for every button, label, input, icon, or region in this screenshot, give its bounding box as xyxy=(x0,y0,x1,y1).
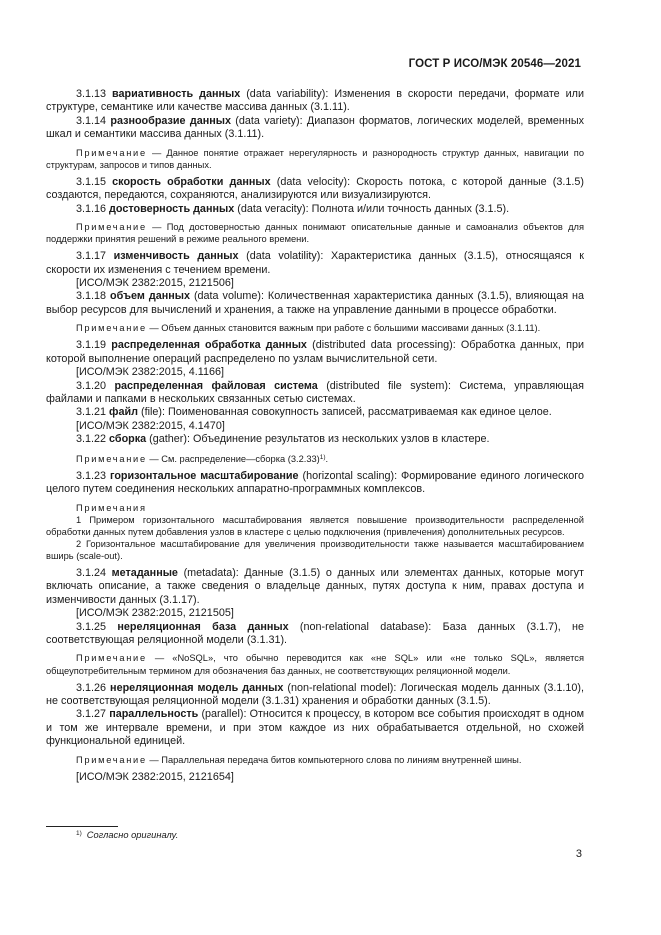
note-3-1-23-1: 1 Примером горизонтального масштабирования является повышение производительности распределенной обработки данных путем добавления узлов в кластере с целью подключения (привлечения) дополнительных ресурсов. xyxy=(46,514,584,537)
note-3-1-25: Примечание — «NoSQL», что обычно переводится как «не SQL» или «не только SQL», является общеупотребительным термином для обозначения баз данных, не соответствующих реляционной модели. xyxy=(46,653,584,676)
ref-3-1-21: [ИСО/МЭК 2382:2015, 4.1470] xyxy=(76,419,225,432)
entry-3-1-23: 3.1.23 горизонтальное масштабирование (horizontal scaling): Формирование единого логического целого путем соединения нескольких аппаратно-программных комплексов. xyxy=(46,469,584,496)
ref-3-1-17: [ИСО/МЭК 2382:2015, 2121506] xyxy=(76,277,234,290)
footnote-divider xyxy=(46,826,118,827)
entry-3-1-25: 3.1.25 нереляционная база данных (non-relational database): База данных (3.1.7), не соответствующая реляционной модели (3.1.31). xyxy=(46,620,584,646)
note-3-1-22: Примечание — См. распределение—сборка $(3.2.33)^{1)}$. xyxy=(76,453,329,464)
notes-heading-3-1-23: Примечания xyxy=(76,502,147,513)
note-3-1-16: Примечание — Под достоверностью данных понимают описательные данные и самоанализ объектов для поддержки принятия решений в режиме реального времени. xyxy=(46,222,584,245)
entry-3-1-21: 3.1.21 файл (file): Поименованная совокупность записей, рассматриваемая как единое целое. xyxy=(76,406,552,419)
ref-3-1-19: [ИСО/МЭК 2382:2015, 4.1166] xyxy=(76,366,225,379)
ref-3-1-24: [ИСО/МЭК 2382:2015, 2121505] xyxy=(76,607,234,620)
entry-3-1-18: 3.1.18 объем данных (data volume): Количественная характеристика данных (3.1.5), влияющая на выбор ресурсов для вычислений и хранения, а также на управление данными в процессе обработки. xyxy=(46,290,584,316)
note-3-1-23-2: 2 Горизонтальное масштабирование для увеличения производительности также называется масштабированием вширь (scale-out). xyxy=(46,538,584,561)
entry-3-1-26: 3.1.26 нереляционная модель данных (non-relational model): Логическая модель данных (3.1.10), не соответствующая реляционной модели (3.1.31) хранения и обработки данных (3.1.5). xyxy=(46,681,585,707)
footnote xyxy=(76,830,178,840)
entry-3-1-24: 3.1.24 метаданные (metadata): Данные (3.1.5) о данных или элементах данных, которые могут включать описание, а также сведения о владельце данных, путях доступа к ним, правах доступа и изменчивости данных (3.1.17). xyxy=(46,566,584,606)
entry-3-1-16: 3.1.16 достоверность данных (data veracity): Полнота и/или точность данных (3.1.5). xyxy=(76,202,510,215)
entry-3-1-17: 3.1.17 изменчивость данных (data volatility): Характеристика данных (3.1.5), относящаяся к скорости их изменения с течением времени. xyxy=(46,250,584,276)
entry-3-1-20: 3.1.20 распределенная файловая система (distributed file system): Система, управляющая файлами и папками в нескольких связанных сетью системах. xyxy=(46,379,585,405)
entry-3-1-15: 3.1.15 скорость обработки данных (data velocity): Скорость потока, с которой данные (3.1.5) создаются, передаются, сохраняются, анализируются или визуализируются. xyxy=(46,175,585,202)
note-3-1-18: Примечание — Объем данных становится важным при работе с большими массивами данных (3.1.11). xyxy=(76,323,541,334)
entry-3-1-13: 3.1.13 вариативность данных (data variability): Изменения в скорости передачи, формате или структуре, семантике или качестве массива данных (3.1.11). xyxy=(46,88,584,114)
ref-3-1-27: [ИСО/МЭК 2382:2015, 2121654] xyxy=(76,770,234,783)
page-number: 3 xyxy=(575,848,582,860)
entry-3-1-14: 3.1.14 разнообразие данных (data variety): Диапазон форматов, логических моделей, временных шкал и семантики массива данных (3.1.11). xyxy=(46,114,584,141)
entry-3-1-19: 3.1.19 распределенная обработка данных (distributed data processing): Обработка данных, при которой выполнение операций распределено по узлам вычислительной сети. xyxy=(46,339,584,365)
document-body xyxy=(46,88,584,784)
footnote-ref: 1) xyxy=(319,453,326,461)
entry-3-1-27: 3.1.27 параллельность (parallel): Относится к процессу, в котором все события происходят в одном и том же интервале времени, и при этом каждое из них обрабатывается отдельной, но схожей функциональной единицей. xyxy=(46,708,585,748)
footnote-mark: 1) xyxy=(76,830,82,837)
document-header: ГОСТ Р ИСО/МЭК 20546—2021 xyxy=(408,58,581,70)
note-3-1-27: Примечание — Параллельная передача битов компьютерного слова по линиям внутренней шины. xyxy=(76,754,522,765)
footnote-text: Согласно оригиналу. xyxy=(86,830,179,840)
entry-3-1-22: 3.1.22 сборка (gather): Объединение результатов из нескольких узлов в кластере. xyxy=(76,433,490,446)
note-3-1-14: Примечание — Данное понятие отражает нерегулярность и разнородность структур данных, навигации по структурам, запросов и типов данных. xyxy=(46,147,584,170)
